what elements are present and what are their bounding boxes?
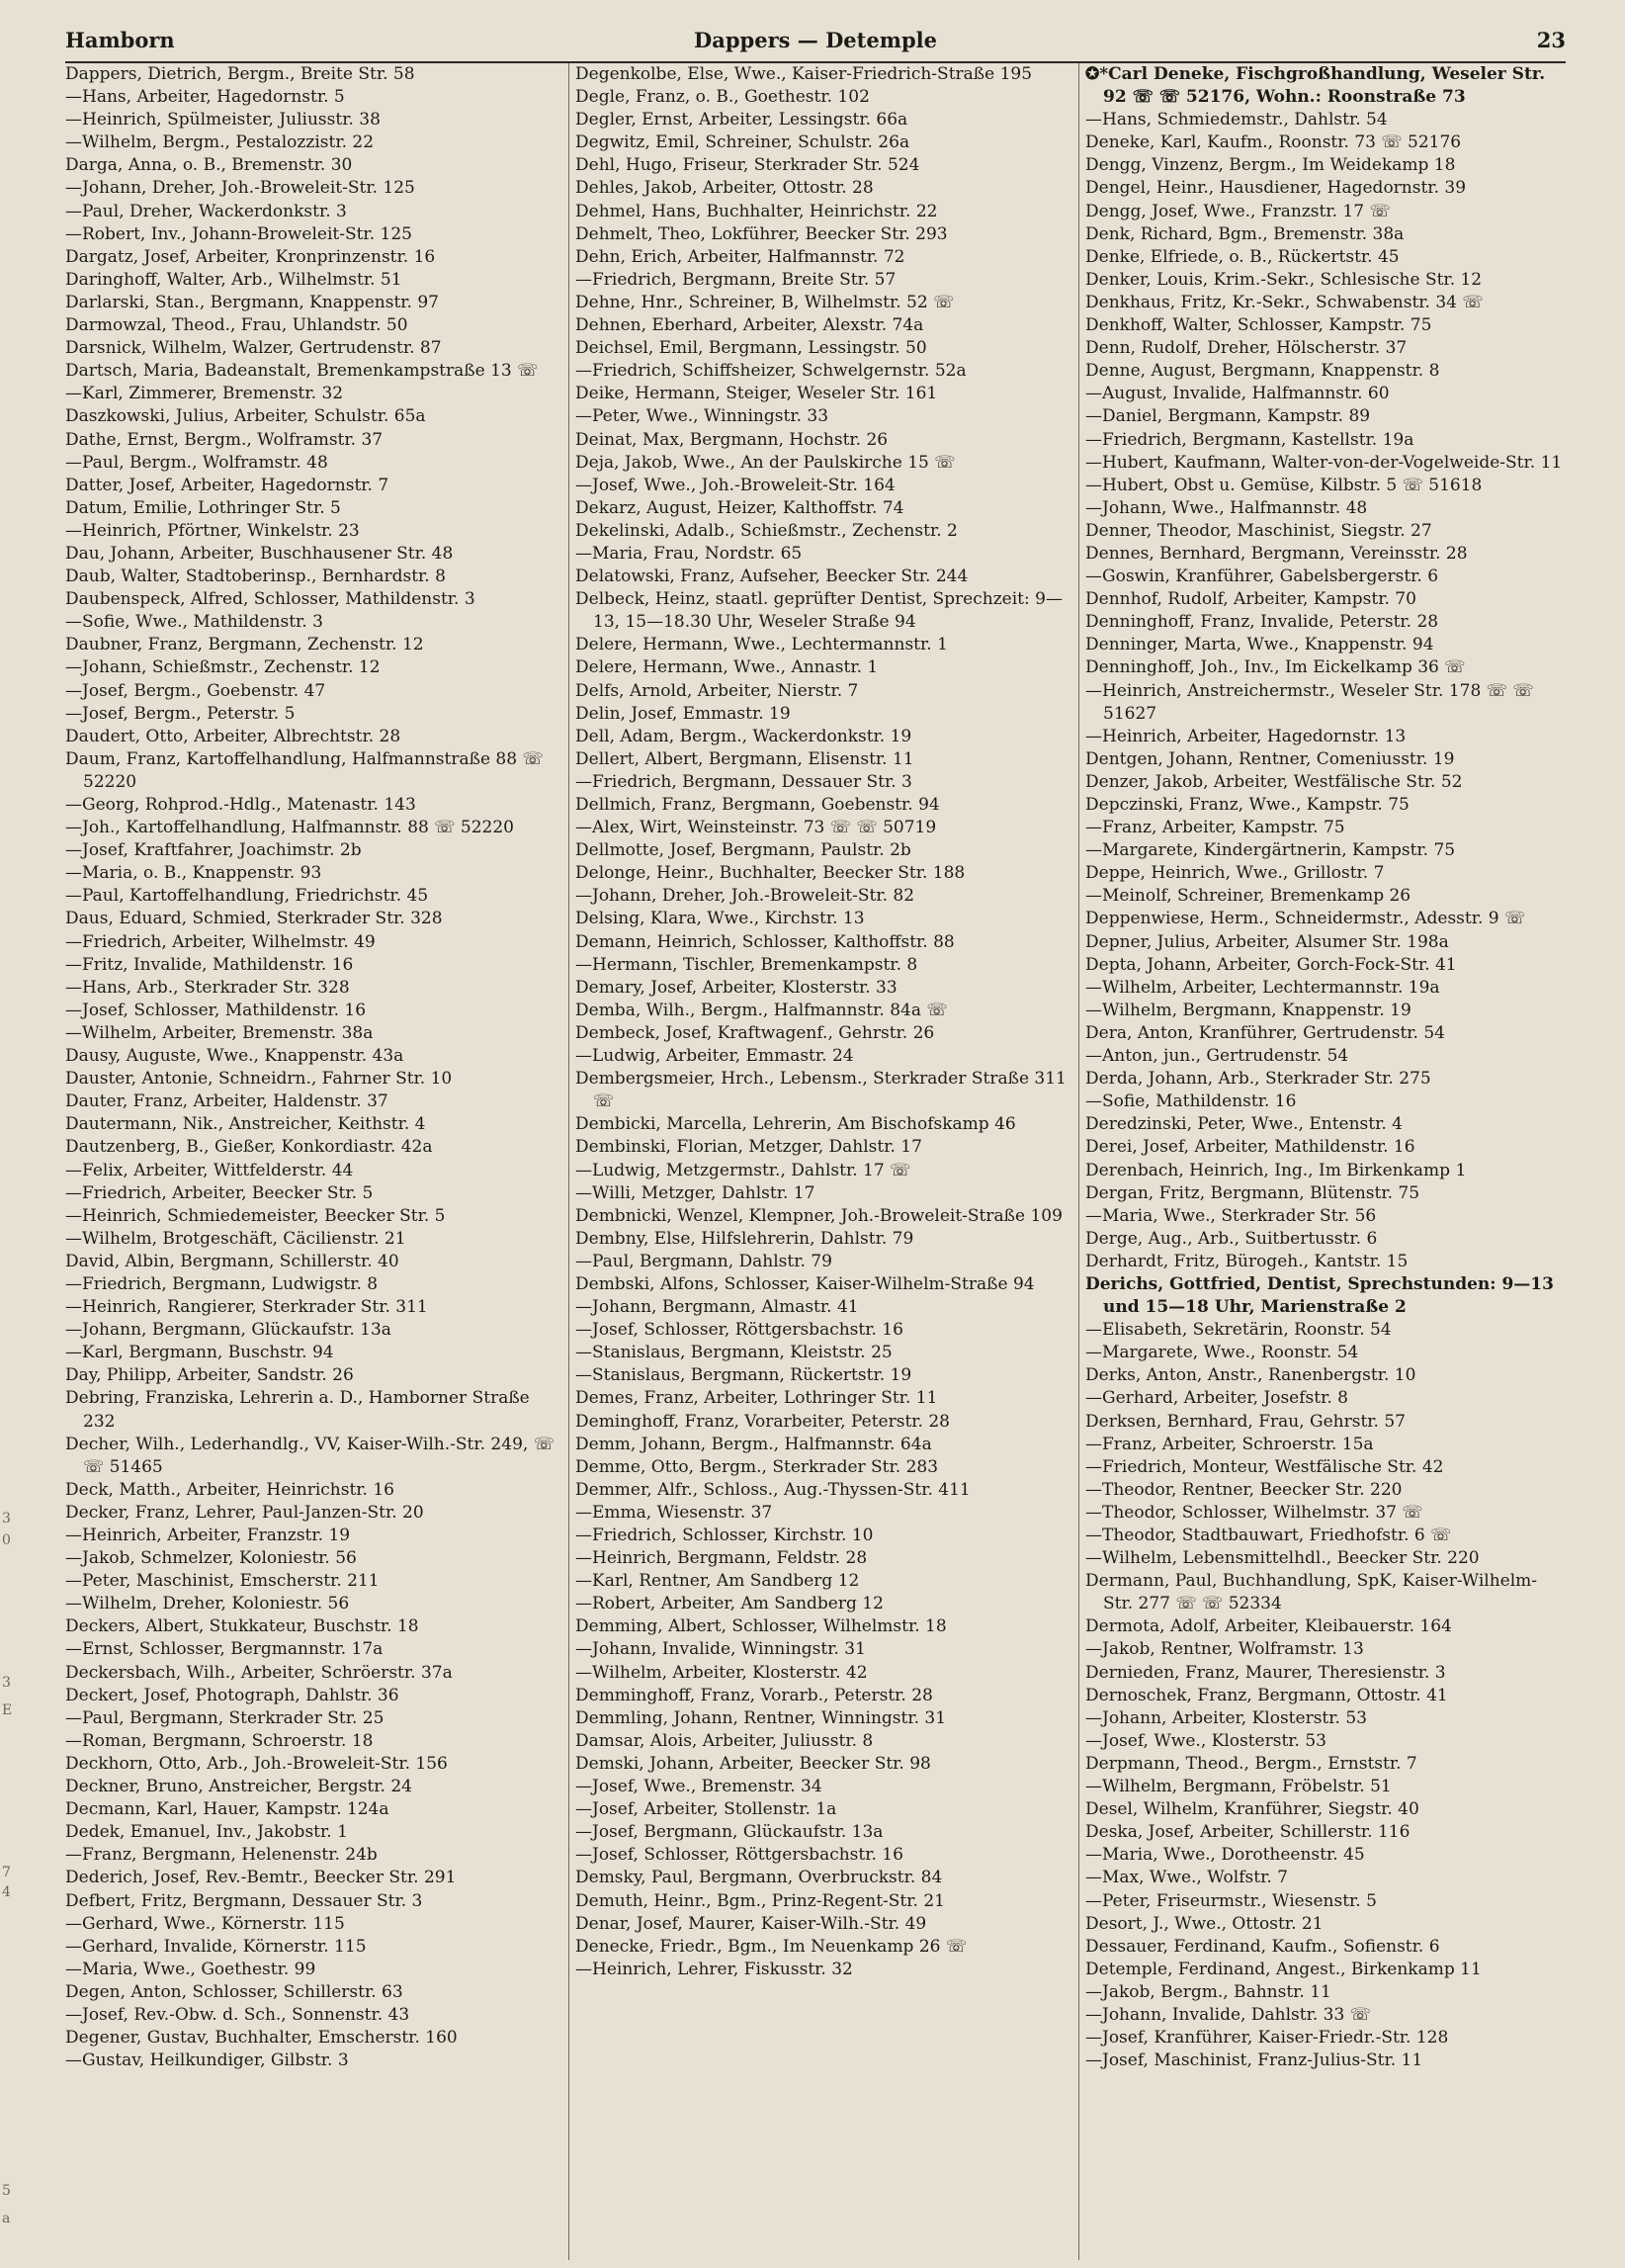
directory-entry: Deckhorn, Otto, Arb., Joh.-Broweleit-Str. 156 bbox=[65, 1753, 448, 1774]
directory-entry: Dehn, Erich, Arbeiter, Halfmannstr. 72 bbox=[575, 246, 905, 267]
directory-entry: Deckert, Josef, Photograph, Dahlstr. 36 bbox=[65, 1685, 399, 1705]
margin-glyph: a bbox=[2, 2211, 11, 2226]
directory-entry: Dauter, Franz, Arbeiter, Haldenstr. 37 bbox=[65, 1091, 388, 1112]
directory-entry: Daudert, Otto, Arbeiter, Albrechtstr. 28 bbox=[65, 726, 401, 746]
directory-entry: —Ludwig, Metzgermstr., Dahlstr. 17 ☏ bbox=[575, 1160, 911, 1180]
directory-entry: Degener, Gustav, Buchhalter, Emscherstr. 160 bbox=[65, 2028, 458, 2049]
directory-entry: —Hans, Arb., Sterkrader Str. 328 bbox=[65, 977, 350, 998]
margin-glyph: E bbox=[2, 1702, 13, 1718]
directory-entry: —Margarete, Wwe., Roonstr. 54 bbox=[1085, 1343, 1359, 1363]
directory-entry: Deckner, Bruno, Anstreicher, Bergstr. 24 bbox=[65, 1777, 412, 1797]
directory-entry: Dellmotte, Josef, Bergmann, Paulstr. 2b bbox=[575, 840, 911, 861]
directory-entry: Dellert, Albert, Bergmann, Elisenstr. 11 bbox=[575, 748, 914, 769]
directory-entry: —Wilhelm, Bergmann, Knappenstr. 19 bbox=[1085, 1000, 1411, 1020]
directory-entry: —Friedrich, Bergmann, Kastellstr. 19a bbox=[1085, 429, 1414, 450]
directory-entry: —Johann, Schießmstr., Zechenstr. 12 bbox=[65, 657, 381, 678]
directory-entry: Darlarski, Stan., Bergmann, Knappenstr. 97 bbox=[65, 292, 439, 312]
directory-entry: Dedek, Emanuel, Inv., Jakobstr. 1 bbox=[65, 1822, 348, 1843]
directory-entry: Degwitz, Emil, Schreiner, Schulstr. 26a bbox=[575, 132, 910, 153]
directory-entry: Dembnicki, Wenzel, Klempner, Joh.-Broweleit-Straße 109 bbox=[575, 1205, 1063, 1226]
directory-entry: Defbert, Fritz, Bergmann, Dessauer Str. 3 bbox=[65, 1890, 423, 1911]
page-number: 23 bbox=[1536, 28, 1566, 52]
directory-entry: —Theodor, Schlosser, Wilhelmstr. 37 ☏ bbox=[1085, 1502, 1423, 1523]
directory-entry: —Wilhelm, Dreher, Koloniestr. 56 bbox=[65, 1594, 350, 1614]
directory-entry: —Peter, Maschinist, Emscherstr. 211 bbox=[65, 1571, 380, 1592]
directory-entry: —Maria, o. B., Knappenstr. 93 bbox=[65, 863, 322, 884]
directory-entry: Demmling, Johann, Rentner, Winningstr. 31 bbox=[575, 1707, 947, 1728]
directory-entry: —Friedrich, Bergmann, Ludwigstr. 8 bbox=[65, 1273, 379, 1294]
directory-entry: Dembergsmeier, Hrch., Lebensm., Sterkrader Straße 311 ☏ bbox=[575, 1069, 1067, 1112]
directory-entry: —Johann, Invalide, Winningstr. 31 bbox=[575, 1639, 866, 1660]
directory-entry: Dengel, Heinr., Hausdiener, Hagedornstr. 39 bbox=[1085, 178, 1467, 199]
directory-entry: Demme, Otto, Bergm., Sterkrader Str. 283 bbox=[575, 1456, 939, 1477]
directory-entry: Daubenspeck, Alfred, Schlosser, Mathildenstr. 3 bbox=[65, 589, 475, 610]
directory-entry: —Sofie, Mathildenstr. 16 bbox=[1085, 1091, 1297, 1112]
directory-entry: —Johann, Arbeiter, Klosterstr. 53 bbox=[1085, 1707, 1367, 1728]
directory-entry: —Johann, Bergmann, Almastr. 41 bbox=[575, 1297, 859, 1318]
directory-entry: Demuth, Heinr., Bgm., Prinz-Regent-Str. 21 bbox=[575, 1890, 945, 1911]
directory-entry: —Robert, Inv., Johann-Broweleit-Str. 125 bbox=[65, 223, 412, 244]
directory-entry: —Johann, Dreher, Joh.-Broweleit-Str. 82 bbox=[575, 886, 915, 907]
directory-entry: Dembny, Else, Hilfslehrerin, Dahlstr. 79 bbox=[575, 1228, 914, 1249]
directory-entry: Dehnen, Eberhard, Arbeiter, Alexstr. 74a bbox=[575, 315, 924, 336]
directory-entry: —Hubert, Kaufmann, Walter-von-der-Vogelweide-Str. 11 bbox=[1085, 452, 1563, 473]
column-divider-2 bbox=[1078, 63, 1079, 2260]
directory-entry: Degler, Ernst, Arbeiter, Lessingstr. 66a bbox=[575, 110, 908, 131]
directory-entry: —Franz, Arbeiter, Schroerstr. 15a bbox=[1085, 1434, 1374, 1454]
directory-entry: Deike, Hermann, Steiger, Weseler Str. 161 bbox=[575, 384, 938, 404]
directory-entry: Deska, Josef, Arbeiter, Schillerstr. 116 bbox=[1085, 1822, 1411, 1843]
directory-entry: —Maria, Wwe., Sterkrader Str. 56 bbox=[1085, 1205, 1377, 1226]
directory-entry: —Josef, Rev.-Obw. d. Sch., Sonnenstr. 43 bbox=[65, 2004, 410, 2025]
directory-entry: Debring, Franziska, Lehrerin a. D., Hamborner Straße 232 bbox=[65, 1388, 530, 1432]
directory-entry: —Wilhelm, Brotgeschäft, Cäcilienstr. 21 bbox=[65, 1228, 406, 1249]
directory-entry: —Josef, Wwe., Bremenstr. 34 bbox=[575, 1777, 822, 1797]
directory-entry: Darmowzal, Theod., Frau, Uhlandstr. 50 bbox=[65, 315, 408, 336]
directory-entry: Dernieden, Franz, Maurer, Theresienstr. 3 bbox=[1085, 1662, 1446, 1683]
directory-entry: Delbeck, Heinz, staatl. geprüfter Dentist, Sprechzeit: 9—13, 15—18.30 Uhr, Weseler Straße 94 bbox=[575, 589, 1063, 633]
directory-entry: —Friedrich, Bergmann, Breite Str. 57 bbox=[575, 269, 897, 290]
directory-entry: Dera, Anton, Kranführer, Gertrudenstr. 54 bbox=[1085, 1022, 1445, 1043]
directory-entry: Demary, Josef, Arbeiter, Klosterstr. 33 bbox=[575, 977, 898, 998]
directory-entry: Dergan, Fritz, Bergmann, Blütenstr. 75 bbox=[1085, 1182, 1420, 1203]
directory-entry: Daszkowski, Julius, Arbeiter, Schulstr. 65a bbox=[65, 406, 426, 427]
directory-entry: —Paul, Bergm., Wolframstr. 48 bbox=[65, 452, 328, 473]
directory-entry: —Jakob, Rentner, Wolframstr. 13 bbox=[1085, 1639, 1364, 1660]
directory-entry: —Theodor, Stadtbauwart, Friedhofstr. 6 ☏ bbox=[1085, 1526, 1452, 1545]
directory-entry: Depta, Johann, Arbeiter, Gorch-Fock-Str. 41 bbox=[1085, 954, 1457, 975]
directory-entry: —Josef, Arbeiter, Stollenstr. 1a bbox=[575, 1799, 837, 1820]
directory-entry: —Margarete, Kindergärtnerin, Kampstr. 75 bbox=[1085, 840, 1456, 861]
directory-entry: Dengg, Vinzenz, Bergm., Im Weidekamp 18 bbox=[1085, 155, 1456, 176]
column-2 bbox=[575, 63, 1073, 2260]
directory-entry: Daus, Eduard, Schmied, Sterkrader Str. 328 bbox=[65, 909, 443, 929]
directory-entry: —Maria, Wwe., Goethestr. 99 bbox=[65, 1959, 316, 1979]
directory-entry: —Heinrich, Pförtner, Winkelstr. 23 bbox=[65, 520, 360, 541]
directory-entry: —Heinrich, Arbeiter, Franzstr. 19 bbox=[65, 1526, 351, 1545]
directory-entry: —Maria, Frau, Nordstr. 65 bbox=[575, 543, 803, 564]
directory-entry: Demes, Franz, Arbeiter, Lothringer Str. 11 bbox=[575, 1388, 938, 1409]
page-header bbox=[65, 22, 1566, 63]
directory-entry: Dembeck, Josef, Kraftwagenf., Gehrstr. 26 bbox=[575, 1022, 935, 1043]
directory-entry: Depczinski, Franz, Wwe., Kampstr. 75 bbox=[1085, 795, 1410, 815]
directory-entry: Demminghoff, Franz, Vorarb., Peterstr. 28 bbox=[575, 1685, 933, 1705]
directory-entry: Derhardt, Fritz, Bürogeh., Kantstr. 15 bbox=[1085, 1251, 1409, 1271]
directory-entry: Dehmelt, Theo, Lokführer, Beecker Str. 293 bbox=[575, 223, 948, 244]
directory-entry: Decmann, Karl, Hauer, Kampstr. 124a bbox=[65, 1799, 389, 1820]
directory-entry: —Wilhelm, Bergm., Pestalozzistr. 22 bbox=[65, 132, 375, 153]
directory-entry: Deredzinski, Peter, Wwe., Entenstr. 4 bbox=[1085, 1114, 1403, 1135]
directory-entry: Dau, Johann, Arbeiter, Buschhausener Str. 48 bbox=[65, 543, 454, 564]
directory-entry: —Roman, Bergmann, Schroerstr. 18 bbox=[65, 1730, 374, 1751]
directory-entry: —Theodor, Rentner, Beecker Str. 220 bbox=[1085, 1479, 1403, 1500]
column-3 bbox=[1085, 63, 1566, 2260]
directory-entry: —Elisabeth, Sekretärin, Roonstr. 54 bbox=[1085, 1320, 1392, 1341]
margin-glyph: 3 bbox=[2, 1511, 11, 1527]
directory-entry: —Emma, Wiesenstr. 37 bbox=[575, 1502, 773, 1523]
directory-entry: —Jakob, Bergm., Bahnstr. 11 bbox=[1085, 1981, 1331, 2002]
directory-entry: —Heinrich, Anstreichermstr., Weseler Str. 178 ☏ ☏ 51627 bbox=[1085, 680, 1534, 724]
directory-entry: Deckersbach, Wilh., Arbeiter, Schröerstr. 37a bbox=[65, 1662, 453, 1683]
margin-glyph: 0 bbox=[2, 1532, 11, 1548]
directory-entry: —Gustav, Heilkundiger, Gilbstr. 3 bbox=[65, 2050, 349, 2071]
directory-entry: —Sofie, Wwe., Mathildenstr. 3 bbox=[65, 612, 323, 633]
directory-entry: Denninghoff, Joh., Inv., Im Eickelkamp 36 ☏ bbox=[1085, 657, 1466, 678]
directory-entry: Dembinski, Florian, Metzger, Dahlstr. 17 bbox=[575, 1137, 922, 1158]
directory-entry: Delatowski, Franz, Aufseher, Beecker Str. 244 bbox=[575, 567, 969, 587]
directory-entry: Daringhoff, Walter, Arb., Wilhelmstr. 51 bbox=[65, 269, 402, 290]
directory-entry: Demming, Albert, Schlosser, Wilhelmstr. 18 bbox=[575, 1616, 947, 1637]
margin-glyph: 3 bbox=[2, 1675, 11, 1691]
directory-entry: —Karl, Bergmann, Buschstr. 94 bbox=[65, 1343, 334, 1363]
directory-entry: —Josef, Schlosser, Röttgersbachstr. 16 bbox=[575, 1845, 903, 1866]
directory-entry: —Goswin, Kranführer, Gabelsbergerstr. 6 bbox=[1085, 567, 1439, 587]
directory-entry: Darga, Anna, o. B., Bremenstr. 30 bbox=[65, 155, 353, 176]
directory-entry: —Johann, Wwe., Halfmannstr. 48 bbox=[1085, 497, 1368, 518]
directory-entry: —Wilhelm, Arbeiter, Klosterstr. 42 bbox=[575, 1662, 868, 1683]
directory-entry: —Josef, Wwe., Klosterstr. 53 bbox=[1085, 1730, 1326, 1751]
directory-entry: Dathe, Ernst, Bergm., Wolframstr. 37 bbox=[65, 429, 384, 450]
directory-entry: —Joh., Kartoffelhandlung, Halfmannstr. 88 ☏ 52220 bbox=[65, 818, 514, 838]
directory-entry: Demann, Heinrich, Schlosser, Kalthoffstr. 88 bbox=[575, 931, 955, 952]
directory-entry: Deck, Matth., Arbeiter, Heinrichstr. 16 bbox=[65, 1479, 394, 1500]
directory-entry: —Hubert, Obst u. Gemüse, Kilbstr. 5 ☏ 51618 bbox=[1085, 475, 1483, 495]
directory-entry: —Stanislaus, Bergmann, Kleiststr. 25 bbox=[575, 1343, 893, 1363]
directory-entry: Decher, Wilh., Lederhandlg., VV, Kaiser-Wilh.-Str. 249, ☏ ☏ 51465 bbox=[65, 1434, 555, 1477]
directory-entry: —Wilhelm, Arbeiter, Bremenstr. 38a bbox=[65, 1022, 374, 1043]
directory-entry: ✪*Carl Deneke, Fischgroßhandlung, Weseler Str. 92 ☏ ☏ 52176, Wohn.: Roonstraße 73 bbox=[1085, 64, 1546, 108]
directory-entry: —Josef, Kranführer, Kaiser-Friedr.-Str. 128 bbox=[1085, 2028, 1449, 2049]
directory-entry: Dehl, Hugo, Friseur, Sterkrader Str. 524 bbox=[575, 155, 920, 176]
directory-entry: —Peter, Friseurmstr., Wiesenstr. 5 bbox=[1085, 1890, 1377, 1911]
directory-entry: Dermann, Paul, Buchhandlung, SpK, Kaiser-Wilhelm-Str. 277 ☏ ☏ 52334 bbox=[1085, 1571, 1538, 1614]
directory-entry: Dausy, Auguste, Wwe., Knappenstr. 43a bbox=[65, 1046, 404, 1067]
directory-entry: Dernoschek, Franz, Bergmann, Ottostr. 41 bbox=[1085, 1685, 1448, 1705]
directory-entry: Denecke, Friedr., Bgm., Im Neuenkamp 26 ☏ bbox=[575, 1936, 968, 1957]
directory-entry: —Paul, Bergmann, Dahlstr. 79 bbox=[575, 1251, 832, 1271]
directory-entry: Delsing, Klara, Wwe., Kirchstr. 13 bbox=[575, 909, 865, 929]
directory-entry: Deckers, Albert, Stukkateur, Buschstr. 18 bbox=[65, 1616, 419, 1637]
directory-entry: Denne, August, Bergmann, Knappenstr. 8 bbox=[1085, 361, 1440, 382]
directory-entry: Dehmel, Hans, Buchhalter, Heinrichstr. 22 bbox=[575, 201, 938, 221]
directory-entry: —Gerhard, Invalide, Körnerstr. 115 bbox=[65, 1936, 367, 1957]
directory-entry: —Meinolf, Schreiner, Bremenkamp 26 bbox=[1085, 886, 1411, 907]
directory-entry: Dekelinski, Adalb., Schießmstr., Zechenstr. 2 bbox=[575, 520, 958, 541]
directory-entry: Desel, Wilhelm, Kranführer, Siegstr. 40 bbox=[1085, 1799, 1419, 1820]
directory-entry: —Heinrich, Schmiedemeister, Beecker Str. 5 bbox=[65, 1205, 446, 1226]
directory-entry: Decker, Franz, Lehrer, Paul-Janzen-Str. 20 bbox=[65, 1502, 424, 1523]
directory-entry: —Robert, Arbeiter, Am Sandberg 12 bbox=[575, 1594, 884, 1614]
directory-entry: Damsar, Alois, Arbeiter, Juliusstr. 8 bbox=[575, 1730, 874, 1751]
directory-entry: —Fritz, Invalide, Mathildenstr. 16 bbox=[65, 954, 354, 975]
directory-entry: Delin, Josef, Emmastr. 19 bbox=[575, 703, 791, 724]
directory-entry: Deinat, Max, Bergmann, Hochstr. 26 bbox=[575, 429, 889, 450]
directory-entry: —Ernst, Schlosser, Bergmannstr. 17a bbox=[65, 1639, 384, 1660]
directory-entry: Dengg, Josef, Wwe., Franzstr. 17 ☏ bbox=[1085, 201, 1391, 221]
margin-glyph: 7 bbox=[2, 1865, 11, 1880]
directory-entry: Derenbach, Heinrich, Ing., Im Birkenkamp 1 bbox=[1085, 1160, 1467, 1180]
directory-entry: Day, Philipp, Arbeiter, Sandstr. 26 bbox=[65, 1365, 354, 1386]
directory-entry: —Wilhelm, Bergmann, Fröbelstr. 51 bbox=[1085, 1777, 1392, 1797]
directory-entry: Dehne, Hnr., Schreiner, B, Wilhelmstr. 52 ☏ bbox=[575, 292, 955, 312]
directory-entry: Dehles, Jakob, Arbeiter, Ottostr. 28 bbox=[575, 178, 874, 199]
directory-entry: Datum, Emilie, Lothringer Str. 5 bbox=[65, 497, 341, 518]
directory-entry: Demmer, Alfr., Schloss., Aug.-Thyssen-Str. 411 bbox=[575, 1479, 971, 1500]
directory-entry: —Friedrich, Schiffsheizer, Schwelgernstr. 52a bbox=[575, 361, 967, 382]
directory-entry: —Karl, Zimmerer, Bremenstr. 32 bbox=[65, 384, 344, 404]
directory-entry: —Max, Wwe., Wolfstr. 7 bbox=[1085, 1868, 1288, 1888]
directory-entry: —Johann, Dreher, Joh.-Broweleit-Str. 125 bbox=[65, 178, 415, 199]
directory-entry: —Friedrich, Monteur, Westfälische Str. 42 bbox=[1085, 1456, 1444, 1477]
directory-entry: Delere, Hermann, Wwe., Lechtermannstr. 1 bbox=[575, 635, 948, 655]
directory-entry: Darsnick, Wilhelm, Walzer, Gertrudenstr. 87 bbox=[65, 338, 442, 359]
directory-entry: Dembski, Alfons, Schlosser, Kaiser-Wilhelm-Straße 94 bbox=[575, 1273, 1035, 1294]
directory-entry: Denke, Elfriede, o. B., Rückertstr. 45 bbox=[1085, 246, 1400, 267]
directory-entry: Deppe, Heinrich, Wwe., Grillostr. 7 bbox=[1085, 863, 1385, 884]
header-place: Hamborn bbox=[65, 28, 175, 52]
directory-entry: —Friedrich, Bergmann, Dessauer Str. 3 bbox=[575, 771, 912, 792]
directory-entry: —Heinrich, Spülmeister, Juliusstr. 38 bbox=[65, 110, 381, 131]
directory-entry: —Daniel, Bergmann, Kampstr. 89 bbox=[1085, 406, 1371, 427]
directory-entry: Demsky, Paul, Bergmann, Overbruckstr. 84 bbox=[575, 1868, 943, 1888]
directory-entry: Detemple, Ferdinand, Angest., Birkenkamp 11 bbox=[1085, 1959, 1482, 1979]
directory-entry: Depner, Julius, Arbeiter, Alsumer Str. 198a bbox=[1085, 931, 1449, 952]
directory-entry: —Josef, Schlosser, Röttgersbachstr. 16 bbox=[575, 1320, 903, 1341]
directory-entry: Dell, Adam, Bergm., Wackerdonkstr. 19 bbox=[575, 726, 912, 746]
directory-entry: Derda, Johann, Arb., Sterkrader Str. 275 bbox=[1085, 1069, 1431, 1090]
directory-entry: —Alex, Wirt, Weinsteinstr. 73 ☏ ☏ 50719 bbox=[575, 818, 937, 838]
directory-entry: Dappers, Dietrich, Bergm., Breite Str. 58 bbox=[65, 64, 415, 84]
directory-entry: —Karl, Rentner, Am Sandberg 12 bbox=[575, 1571, 860, 1592]
directory-entry: —Paul, Dreher, Wackerdonkstr. 3 bbox=[65, 201, 347, 221]
directory-entry: Dentgen, Johann, Rentner, Comeniusstr. 19 bbox=[1085, 748, 1455, 769]
directory-entry: Dermota, Adolf, Arbeiter, Kleibauerstr. 164 bbox=[1085, 1616, 1452, 1637]
directory-entry: Dembicki, Marcella, Lehrerin, Am Bischofskamp 46 bbox=[575, 1114, 1016, 1135]
directory-entry: —Friedrich, Schlosser, Kirchstr. 10 bbox=[575, 1526, 874, 1545]
directory-entry: Denzer, Jakob, Arbeiter, Westfälische Str. 52 bbox=[1085, 771, 1463, 792]
directory-entry: Datter, Josef, Arbeiter, Hagedornstr. 7 bbox=[65, 475, 389, 495]
directory-entry: —Paul, Bergmann, Sterkrader Str. 25 bbox=[65, 1707, 385, 1728]
directory-entry: —Heinrich, Rangierer, Sterkrader Str. 311 bbox=[65, 1297, 428, 1318]
margin-glyph: 5 bbox=[2, 2183, 11, 2199]
directory-entry: David, Albin, Bergmann, Schillerstr. 40 bbox=[65, 1251, 399, 1271]
directory-entry: —Ludwig, Arbeiter, Emmastr. 24 bbox=[575, 1046, 854, 1067]
directory-entry: —Felix, Arbeiter, Wittfelderstr. 44 bbox=[65, 1160, 354, 1180]
directory-entry: —Jakob, Schmelzer, Koloniestr. 56 bbox=[65, 1548, 357, 1569]
directory-entry: —Josef, Kraftfahrer, Joachimstr. 2b bbox=[65, 840, 362, 861]
directory-entry: Demm, Johann, Bergm., Halfmannstr. 64a bbox=[575, 1434, 932, 1454]
directory-entry: —Hans, Schmiedemstr., Dahlstr. 54 bbox=[1085, 110, 1388, 131]
directory-entry: Dellmich, Franz, Bergmann, Goebenstr. 94 bbox=[575, 795, 940, 815]
column-1 bbox=[65, 63, 563, 2260]
directory-entry: —Georg, Rohprod.-Hdlg., Matenastr. 143 bbox=[65, 795, 416, 815]
directory-entry: Demski, Johann, Arbeiter, Beecker Str. 98 bbox=[575, 1753, 931, 1774]
directory-entry: —Wilhelm, Lebensmittelhdl., Beecker Str. 220 bbox=[1085, 1548, 1480, 1569]
directory-entry: Deppenwiese, Herm., Schneidermstr., Adesstr. 9 ☏ bbox=[1085, 909, 1526, 929]
directory-entry: —Josef, Wwe., Joh.-Broweleit-Str. 164 bbox=[575, 475, 896, 495]
directory-entry: Dartsch, Maria, Badeanstalt, Bremenkampstraße 13 ☏ bbox=[65, 361, 539, 382]
directory-entry: —Willi, Metzger, Dahlstr. 17 bbox=[575, 1182, 815, 1203]
directory-entry: Denninghoff, Franz, Invalide, Peterstr. 28 bbox=[1085, 612, 1439, 633]
directory-entry: Derks, Anton, Anstr., Ranenbergstr. 10 bbox=[1085, 1365, 1416, 1386]
directory-entry: Denn, Rudolf, Dreher, Hölscherstr. 37 bbox=[1085, 338, 1408, 359]
directory-entry: Dekarz, August, Heizer, Kalthoffstr. 74 bbox=[575, 497, 904, 518]
directory-entry: Dauster, Antonie, Schneidrn., Fahrner Str. 10 bbox=[65, 1069, 453, 1090]
directory-entry: Desort, J., Wwe., Ottostr. 21 bbox=[1085, 1913, 1324, 1934]
directory-entry: Daub, Walter, Stadtoberinsp., Bernhardstr. 8 bbox=[65, 567, 446, 587]
directory-entry: —Peter, Wwe., Winningstr. 33 bbox=[575, 406, 829, 427]
directory-entry: —Friedrich, Arbeiter, Wilhelmstr. 49 bbox=[65, 931, 376, 952]
directory-entry: —Josef, Bergmann, Glückaufstr. 13a bbox=[575, 1822, 884, 1843]
directory-entry: Delfs, Arnold, Arbeiter, Nierstr. 7 bbox=[575, 680, 859, 701]
directory-entry: Deja, Jakob, Wwe., An der Paulskirche 15 ☏ bbox=[575, 452, 956, 473]
margin-glyph: 4 bbox=[2, 1884, 11, 1900]
directory-entry: —Hans, Arbeiter, Hagedornstr. 5 bbox=[65, 87, 345, 108]
directory-entry: —Maria, Wwe., Dorotheenstr. 45 bbox=[1085, 1845, 1365, 1866]
column-divider-1 bbox=[568, 63, 569, 2260]
directory-entry: Denner, Theodor, Maschinist, Siegstr. 27 bbox=[1085, 520, 1432, 541]
directory-entry: —Josef, Bergm., Goebenstr. 47 bbox=[65, 680, 326, 701]
directory-entry: —Franz, Arbeiter, Kampstr. 75 bbox=[1085, 818, 1345, 838]
directory-entry: Dessauer, Ferdinand, Kaufm., Sofienstr. 6 bbox=[1085, 1936, 1440, 1957]
directory-entry: Denar, Josef, Maurer, Kaiser-Wilh.-Str. 49 bbox=[575, 1913, 927, 1934]
directory-entry: Denkhoff, Walter, Schlosser, Kampstr. 75 bbox=[1085, 315, 1432, 336]
directory-entry: Derpmann, Theod., Bergm., Ernststr. 7 bbox=[1085, 1753, 1417, 1774]
directory-entry: Deichsel, Emil, Bergmann, Lessingstr. 50 bbox=[575, 338, 927, 359]
directory-entry: Denkhaus, Fritz, Kr.-Sekr., Schwabenstr. 34 ☏ bbox=[1085, 292, 1484, 312]
directory-entry: Derei, Josef, Arbeiter, Mathildenstr. 16 bbox=[1085, 1137, 1415, 1158]
directory-entry: Dennhof, Rudolf, Arbeiter, Kampstr. 70 bbox=[1085, 589, 1416, 610]
directory-entry: —Heinrich, Bergmann, Feldstr. 28 bbox=[575, 1548, 868, 1569]
directory-entry: Degle, Franz, o. B., Goethestr. 102 bbox=[575, 87, 870, 108]
directory-entry: —Josef, Maschinist, Franz-Julius-Str. 11 bbox=[1085, 2050, 1423, 2071]
directory-entry: —August, Invalide, Halfmannstr. 60 bbox=[1085, 384, 1390, 404]
directory-entry: —Johann, Bergmann, Glückaufstr. 13a bbox=[65, 1320, 391, 1341]
directory-entry: Delonge, Heinr., Buchhalter, Beecker Str. 188 bbox=[575, 863, 966, 884]
directory-entry: —Gerhard, Wwe., Körnerstr. 115 bbox=[65, 1913, 345, 1934]
directory-entry: Deneke, Karl, Kaufm., Roonstr. 73 ☏ 52176 bbox=[1085, 132, 1462, 153]
directory-entry: —Hermann, Tischler, Bremenkampstr. 8 bbox=[575, 954, 918, 975]
directory-entry: Degen, Anton, Schlosser, Schillerstr. 63 bbox=[65, 1981, 403, 2002]
directory-entry: —Josef, Schlosser, Mathildenstr. 16 bbox=[65, 1000, 367, 1020]
directory-entry: Dautermann, Nik., Anstreicher, Keithstr. 4 bbox=[65, 1114, 426, 1135]
directory-entry: —Johann, Invalide, Dahlstr. 33 ☏ bbox=[1085, 2004, 1371, 2025]
directory-entry: Dennes, Bernhard, Bergmann, Vereinsstr. 28 bbox=[1085, 543, 1468, 564]
directory-entry: Denk, Richard, Bgm., Bremenstr. 38a bbox=[1085, 223, 1405, 244]
directory-entry: —Anton, jun., Gertrudenstr. 54 bbox=[1085, 1046, 1349, 1067]
directory-entry: —Wilhelm, Arbeiter, Lechtermannstr. 19a bbox=[1085, 977, 1440, 998]
directory-entry: Derksen, Bernhard, Frau, Gehrstr. 57 bbox=[1085, 1411, 1406, 1432]
directory-entry: Denninger, Marta, Wwe., Knappenstr. 94 bbox=[1085, 635, 1434, 655]
header-range: Dappers — Detemple bbox=[694, 28, 937, 52]
directory-entry: —Josef, Bergm., Peterstr. 5 bbox=[65, 703, 296, 724]
directory-entry: Daubner, Franz, Bergmann, Zechenstr. 12 bbox=[65, 635, 424, 655]
directory-entry: —Heinrich, Arbeiter, Hagedornstr. 13 bbox=[1085, 726, 1407, 746]
directory-entry: Delere, Hermann, Wwe., Annastr. 1 bbox=[575, 657, 879, 678]
directory-entry: —Heinrich, Lehrer, Fiskusstr. 32 bbox=[575, 1959, 853, 1979]
directory-entry: Derge, Aug., Arb., Suitbertusstr. 6 bbox=[1085, 1228, 1378, 1249]
directory-entry: —Friedrich, Arbeiter, Beecker Str. 5 bbox=[65, 1182, 374, 1203]
directory-entry: Daum, Franz, Kartoffelhandlung, Halfmannstraße 88 ☏ 52220 bbox=[65, 748, 544, 792]
directory-entry: —Franz, Bergmann, Helenenstr. 24b bbox=[65, 1845, 378, 1866]
directory-entry: Degenkolbe, Else, Wwe., Kaiser-Friedrich-Straße 195 bbox=[575, 64, 1033, 84]
directory-entry: Dautzenberg, B., Gießer, Konkordiastr. 42a bbox=[65, 1137, 433, 1158]
directory-entry: Dederich, Josef, Rev.-Bemtr., Beecker Str. 291 bbox=[65, 1868, 457, 1888]
directory-entry: Demba, Wilh., Bergm., Halfmannstr. 84a ☏ bbox=[575, 1000, 948, 1020]
directory-entry: Dargatz, Josef, Arbeiter, Kronprinzenstr. 16 bbox=[65, 246, 436, 267]
directory-entry: Denker, Louis, Krim.-Sekr., Schlesische Str. 12 bbox=[1085, 269, 1483, 290]
directory-entry: Deminghoff, Franz, Vorarbeiter, Peterstr. 28 bbox=[575, 1411, 950, 1432]
directory-entry: Derichs, Gottfried, Dentist, Sprechstunden: 9—13 und 15—18 Uhr, Marienstraße 2 bbox=[1085, 1273, 1554, 1318]
directory-entry: —Stanislaus, Bergmann, Rückertstr. 19 bbox=[575, 1365, 912, 1386]
directory-entry: —Paul, Kartoffelhandlung, Friedrichstr. 45 bbox=[65, 886, 429, 907]
directory-entry: —Gerhard, Arbeiter, Josefstr. 8 bbox=[1085, 1388, 1348, 1409]
